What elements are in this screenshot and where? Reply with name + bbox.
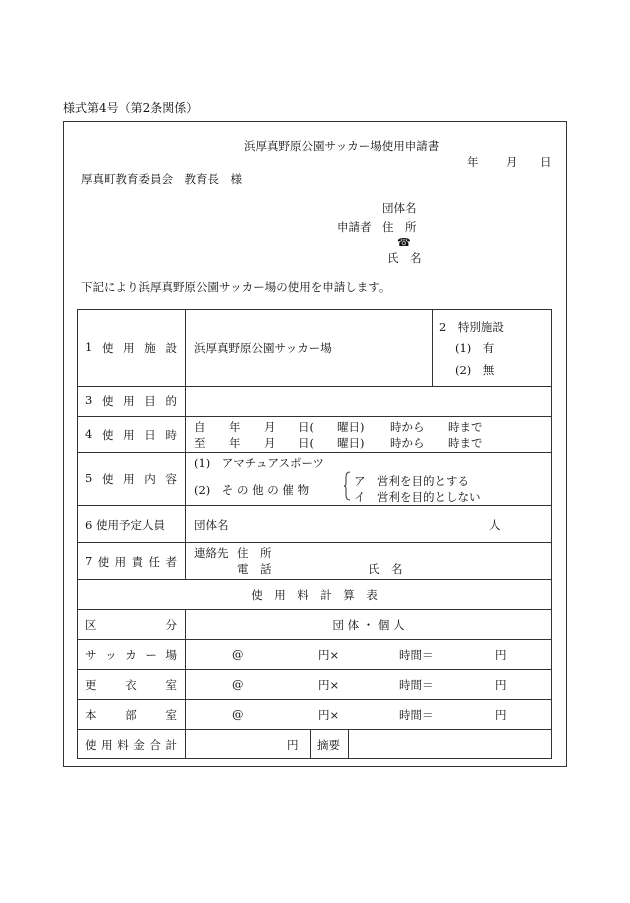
intro-text: 下記により浜厚真野原公園サッカー場の使用を申請します。 [81, 280, 391, 294]
content-sub-nonprofit: イ 営利を目的としない [354, 490, 481, 504]
telephone-icon: ☎ [397, 236, 411, 249]
fee-yen: 円 [495, 678, 507, 692]
application-table: 1 使 用 施 設 浜厚真野原公園サッカー場 2 特別施設 (1) 有 (2) 無 3 使 用 目 的 4 使 用 日 時 自 年 月 日( 曜日) 時から 時まで 至 年 月 日( 曜日) 時から 時まで 5 使 用 内 容 (1) アマチュアスポーツ (2) そ の 他 の 催 物 ア 営利を目的とする イ 営利を目的としない 6 使用予定人員 団体名 人 7 使 用 責 任 者 連絡先 住 所 電 話 氏 名 使 用 料 計 算 表 区 分 団 体 ・ 個 人 サ ッ カ ー 場 @ 円× 時間＝ 円 更 衣 室 @ 円× 時間＝ 円 本 部 室 @ 円× 時間＝ 円 使 用 料 金 合 計 円 摘要 [77, 309, 552, 759]
people-group-label: 団体名 [194, 518, 229, 532]
purpose-label: 3 使 用 目 的 [85, 393, 177, 408]
special-facility-label: 2 特別施設 [439, 320, 504, 334]
special-option-yes: (1) 有 [455, 341, 495, 355]
content-sub-profit: ア 営利を目的とする [354, 474, 469, 488]
content-item-amateur-sports: (1) アマチュアスポーツ [194, 456, 325, 470]
fee-item-soccer-field: サ ッ カ ー 場 [85, 648, 177, 662]
fee-at: @ [232, 677, 244, 691]
total-unit: 円 [287, 738, 299, 752]
remarks-label: 摘要 [317, 738, 340, 752]
brace-icon [343, 471, 351, 501]
date-month: 月 [506, 155, 518, 169]
fee-yen-times: 円× [318, 678, 340, 692]
datetime-label: 4 使 用 日 時 [85, 427, 177, 442]
form-number: 様式第4号（第2条関係） [63, 101, 199, 115]
applicant-label: 申請者 [337, 220, 372, 234]
fee-yen-times: 円× [318, 648, 340, 662]
applicant-address-label: 住 所 [382, 220, 417, 234]
fee-hours: 時間＝ [399, 648, 434, 662]
fee-table-title: 使 用 料 計 算 表 [251, 588, 378, 602]
fee-yen-times: 円× [318, 708, 340, 722]
fee-at: @ [232, 707, 244, 721]
special-option-no: (2) 無 [455, 363, 495, 377]
content-item-other-events: (2) そ の 他 の 催 物 [194, 483, 310, 497]
date-day: 日 [540, 155, 552, 169]
applicant-name-label: 氏 名 [387, 251, 422, 265]
manager-phone-label: 電 話 [237, 562, 272, 576]
fee-item-locker-room: 更 衣 室 [85, 678, 177, 692]
facility-label: 1 使 用 施 設 [85, 340, 177, 355]
form-title: 浜厚真野原公園サッカー場使用申請書 [244, 139, 440, 153]
total-label: 使 用 料 金 合 計 [85, 738, 177, 752]
fee-yen: 円 [495, 708, 507, 722]
fee-at: @ [232, 647, 244, 661]
fee-item-headquarters-room: 本 部 室 [85, 708, 177, 722]
manager-label: 7 使 用 責 任 者 [85, 554, 177, 569]
people-unit: 人 [489, 518, 501, 532]
date-year: 年 [467, 155, 479, 169]
facility-value: 浜厚真野原公園サッカー場 [194, 341, 332, 355]
manager-name-label: 氏 名 [368, 562, 403, 576]
fee-hours: 時間＝ [399, 708, 434, 722]
fee-yen: 円 [495, 648, 507, 662]
fee-hours: 時間＝ [399, 678, 434, 692]
manager-address-label: 住 所 [237, 546, 272, 560]
category-value: 団 体 ・ 個 人 [332, 618, 405, 632]
addressee: 厚真町教育委員会 教育長 様 [81, 172, 242, 186]
people-label: 6 使用予定人員 [85, 518, 165, 532]
applicant-group-label: 団体名 [382, 201, 417, 215]
manager-contact-label: 連絡先 [194, 546, 229, 560]
category-label: 区 分 [85, 618, 177, 632]
content-label: 5 使 用 内 容 [85, 471, 177, 486]
